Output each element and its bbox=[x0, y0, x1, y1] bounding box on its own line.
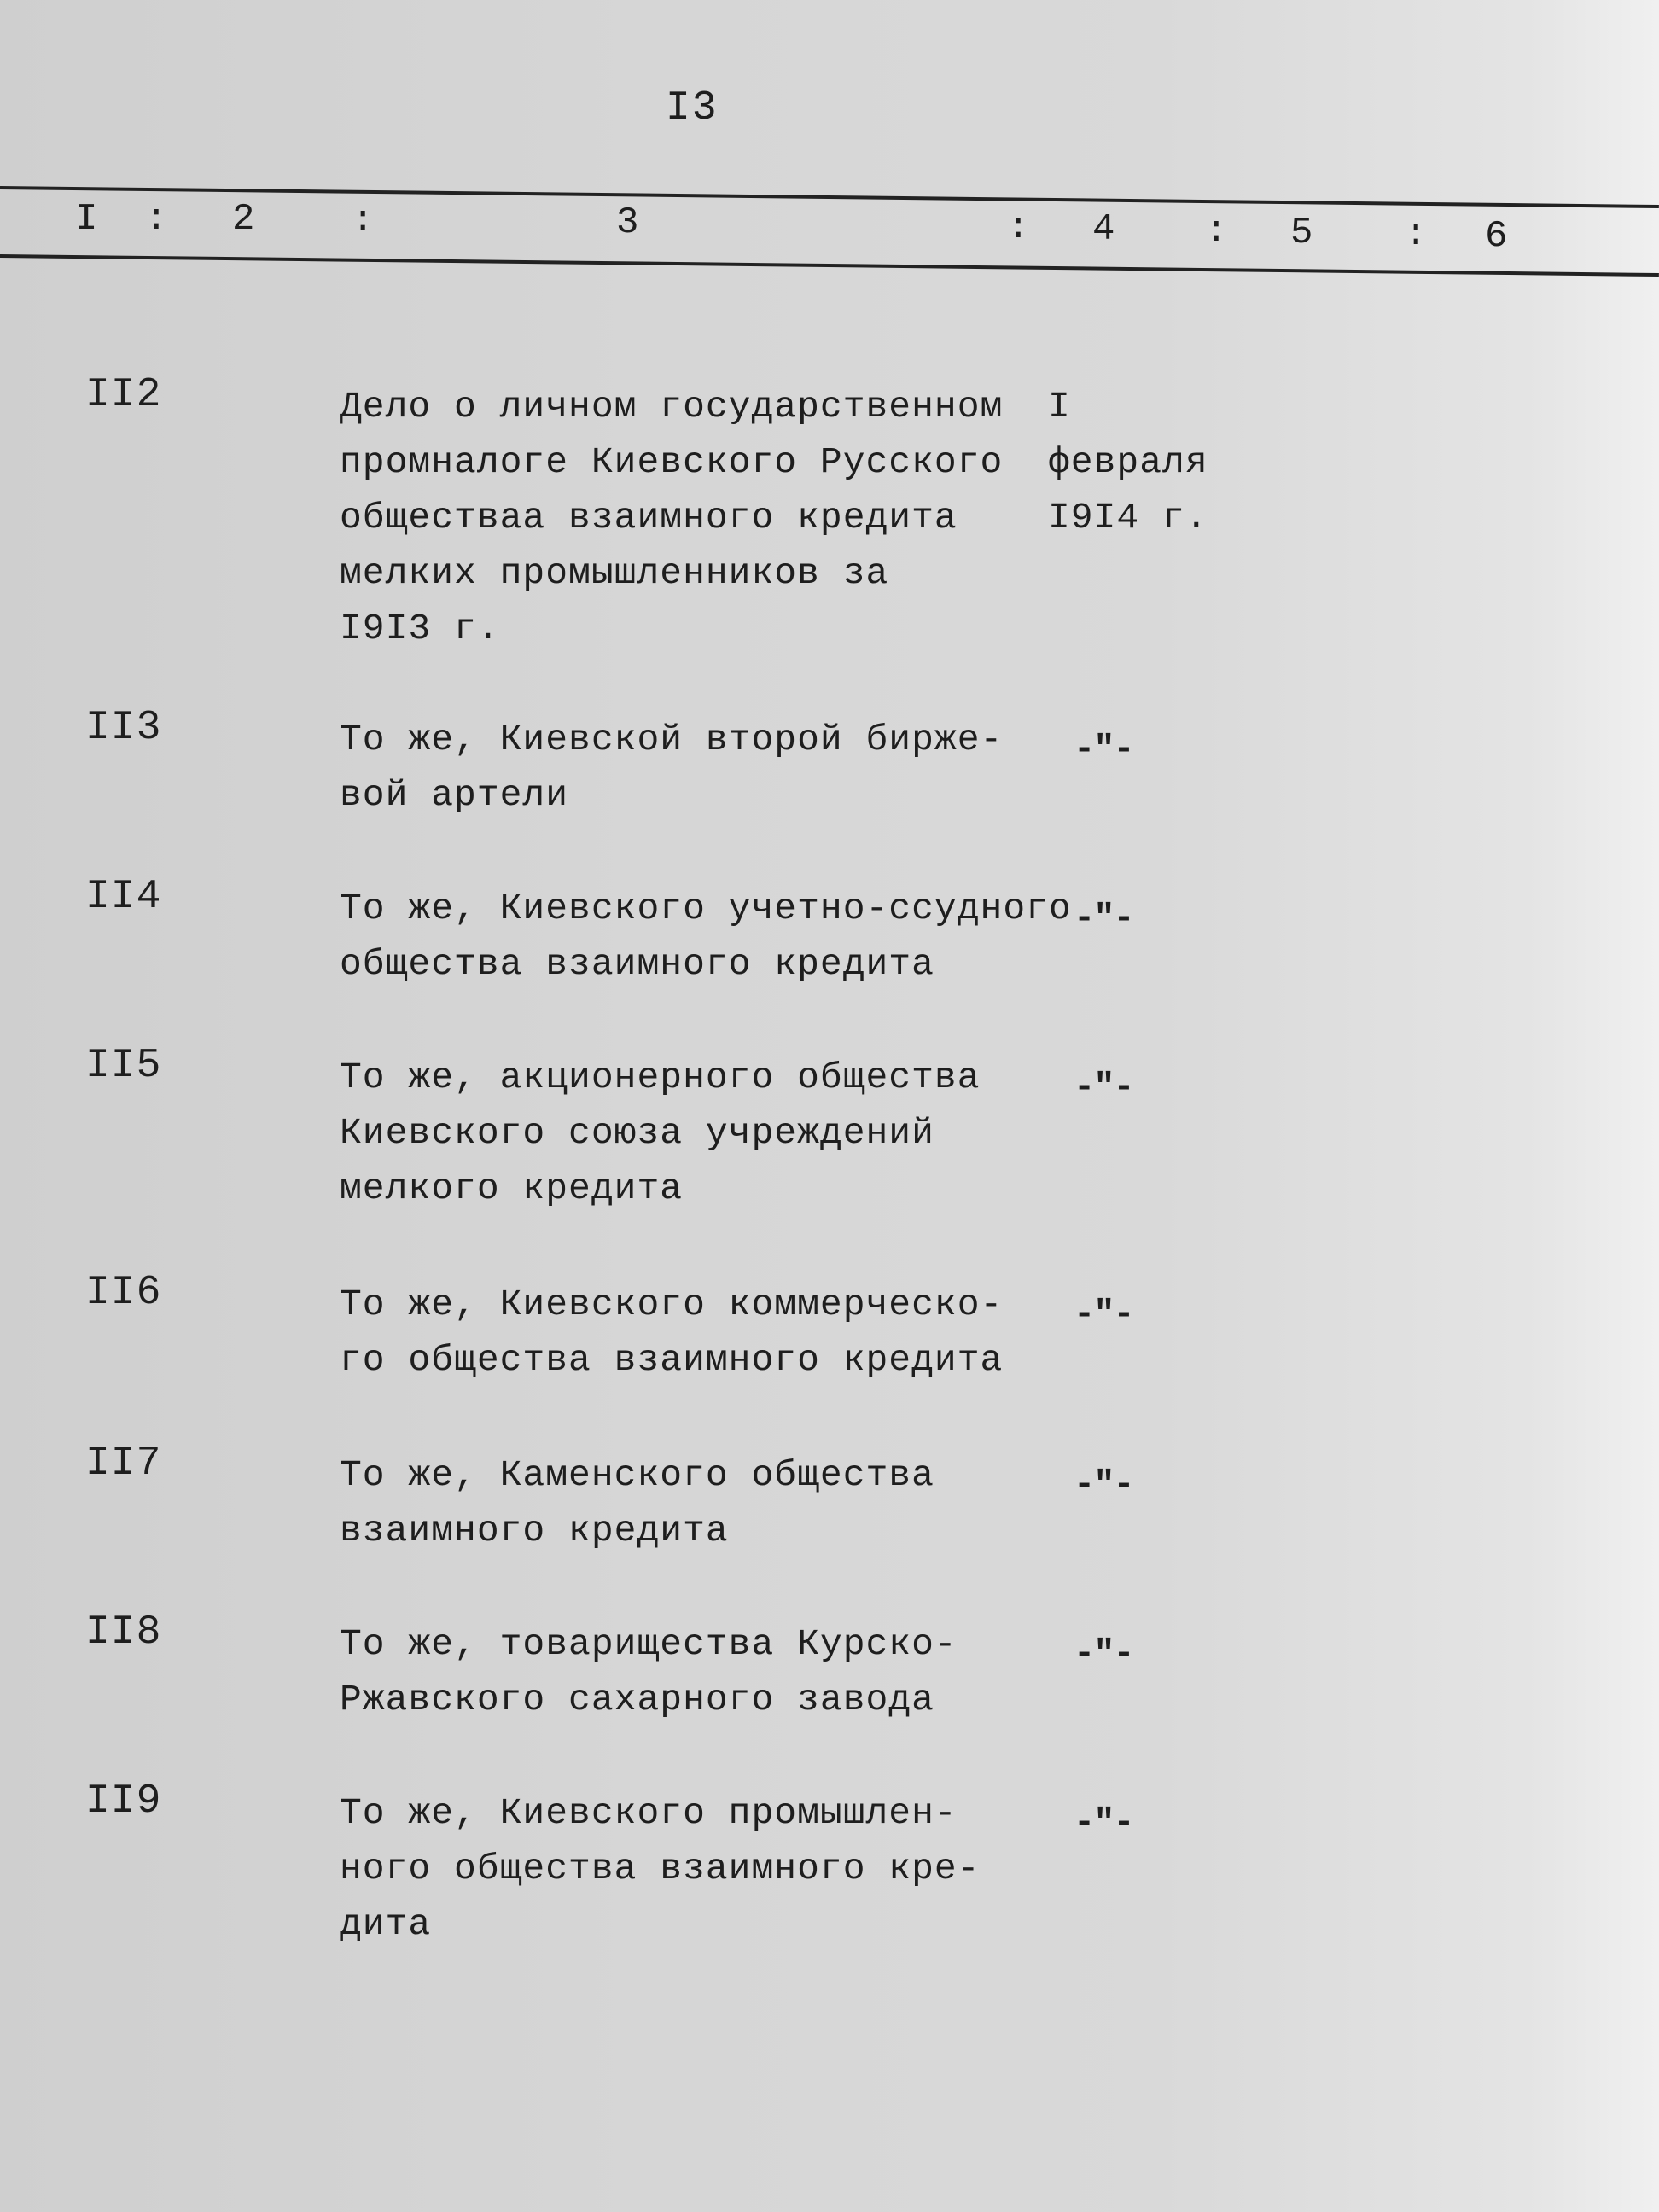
row-description: То же, Киевского коммерческо- го общества взаимного кредита bbox=[340, 1284, 1004, 1381]
ditto-mark: -"- bbox=[1074, 1633, 1133, 1674]
column-separator: : bbox=[1007, 207, 1030, 249]
ditto-mark: -"- bbox=[1074, 1802, 1133, 1843]
row-number: II2 bbox=[85, 372, 162, 418]
row-number: II6 bbox=[85, 1270, 162, 1316]
column-header-4: 4 bbox=[1092, 208, 1115, 251]
column-separator: : bbox=[1405, 213, 1428, 256]
row-number: II3 bbox=[85, 705, 162, 751]
row-description: То же, товарищества Курско- Ржавского сахарного завода bbox=[340, 1623, 958, 1720]
row-date: I февраля I9I4 г. bbox=[1048, 386, 1208, 538]
ditto-mark: -"- bbox=[1074, 1464, 1133, 1505]
column-header-1: I bbox=[75, 198, 98, 241]
row-number: II9 bbox=[85, 1778, 162, 1825]
row-description: То же, Киевской второй бирже- вой артели bbox=[340, 719, 1004, 816]
page-number: I3 bbox=[666, 85, 719, 131]
column-header-3: 3 bbox=[616, 201, 639, 244]
column-separator: : bbox=[145, 198, 168, 241]
row-number: II4 bbox=[85, 874, 162, 920]
column-header-2: 2 bbox=[232, 198, 255, 241]
ditto-mark: -"- bbox=[1074, 1294, 1133, 1335]
column-separator: : bbox=[352, 200, 375, 242]
column-header-5: 5 bbox=[1290, 212, 1313, 254]
column-separator: : bbox=[1205, 210, 1228, 253]
row-description: Дело о личном государственном промналоге Киевского Русского обществаа взаимного кредита мелких промышленников за I9I3 г. bbox=[340, 386, 1004, 649]
row-description: То же, Киевского учетно-ссудного общества взаимного кредита bbox=[340, 888, 1072, 985]
row-description: То же, Киевского промышлен- ного общества взаимного кре- дита bbox=[340, 1792, 981, 1945]
ditto-mark: -"- bbox=[1074, 898, 1133, 939]
header-rule-bottom bbox=[0, 254, 1659, 276]
ditto-mark: -"- bbox=[1074, 1067, 1133, 1108]
ditto-mark: -"- bbox=[1074, 729, 1133, 770]
row-number: II5 bbox=[85, 1043, 162, 1089]
column-header-6: 6 bbox=[1485, 215, 1508, 258]
row-description: То же, акционерного общества Киевского союза учреждений мелкого кредита bbox=[340, 1057, 981, 1209]
row-description: То же, Каменского общества взаимного кредита bbox=[340, 1454, 934, 1551]
row-number: II7 bbox=[85, 1441, 162, 1487]
row-number: II8 bbox=[85, 1610, 162, 1656]
